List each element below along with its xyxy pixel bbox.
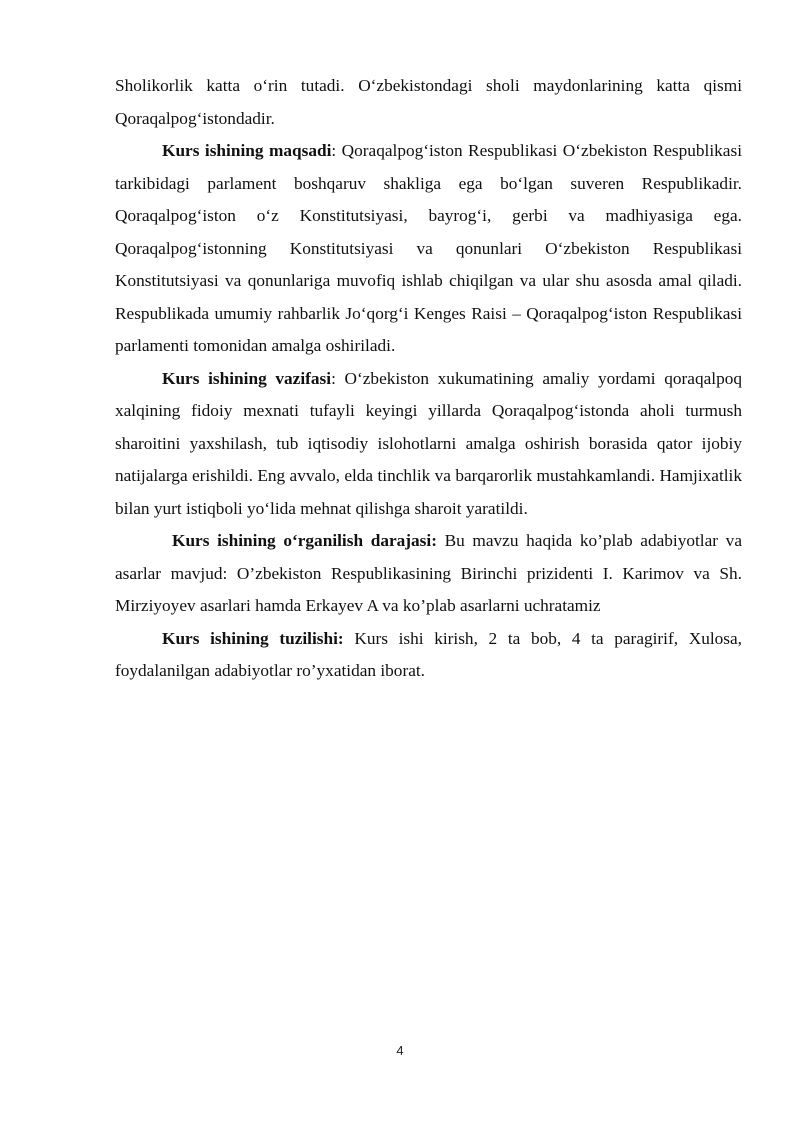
paragraph-text: Kurs ishi kirish, 2 ta bob, 4 ta paragirif, Xulosa, foydalanilgan adabiyotlar ro’yxatidan iborat.	[115, 628, 742, 680]
heading-separator	[344, 629, 355, 648]
paragraph-heading: Kurs ishining tuzilishi:	[162, 628, 344, 648]
paragraph-text: Qoraqalpog‘iston Respublikasi O‘zbekiston Respublikasi tarkibidagi parlament boshqaruv shakliga ega bo‘lgan suveren Respublikadir. Qoraqalpog‘iston o‘z Konstitutsiyasi, bayrog‘i, gerbi va madhiyasiga ega. Qoraqalpog‘istonning Konstitutsiyasi va qonunlari O‘zbekiston Respublikasi Konstitutsiyasi va qonunlariga muvofiq ishlab chiqilgan va ular shu asosda amal qiladi. Respublikada umumiy rahbarlik Jo‘qorg‘i Kenges Raisi – Qoraqalpog‘iston Respublikasi parlamenti tomonidan amalga oshiriladi.	[115, 141, 742, 355]
paragraph-maqsadi	[115, 135, 742, 363]
paragraph-text: Bu mavzu haqida ko’plab adabiyotlar va asarlar mavjud: O’zbekiston Respublikasining Birinchi prizidenti I. Karimov va Sh. Mirziyoyev asarlari hamda Erkayev A va ko’plab asarlarni uchratamiz	[115, 531, 742, 615]
paragraph-heading: Kurs ishining o‘rganilish darajasi:	[172, 531, 437, 550]
paragraph-tuzilishi	[115, 623, 742, 688]
document-body	[115, 70, 742, 688]
heading-separator: :	[331, 141, 342, 160]
page-number: 4	[396, 1043, 404, 1058]
paragraph-text: O‘zbekiston xukumatining amaliy yordami qoraqalpoq xalqining fidoiy mexnati tufayli keyingi yillarda Qoraqalpog‘istonda aholi turmush sharoitini yaxshilash, tub iqtisodiy islohotlarni amalga oshirish borasida qator ijobiy natijalarga erishildi. Eng avvalo, elda tinchlik va barqarorlik mustahkamlandi. Hamjixatlik bilan yurt istiqboli yo‘lida mehnat qilishga sharoit yaratildi.	[115, 368, 743, 518]
paragraph-organilish-darajasi	[115, 525, 742, 623]
paragraph-heading: Kurs ishining maqsadi	[162, 141, 332, 160]
heading-separator	[437, 531, 445, 550]
heading-separator: :	[331, 368, 345, 388]
paragraph-heading: Kurs ishining vazifasi	[162, 368, 332, 388]
paragraph-text: Sholikorlik katta o‘rin tutadi. O‘zbekistondagi sholi maydonlarining katta qismi Qoraqalpog‘istondadir.	[115, 76, 742, 128]
paragraph-vazifasi	[115, 363, 742, 526]
paragraph-intro	[115, 70, 742, 135]
